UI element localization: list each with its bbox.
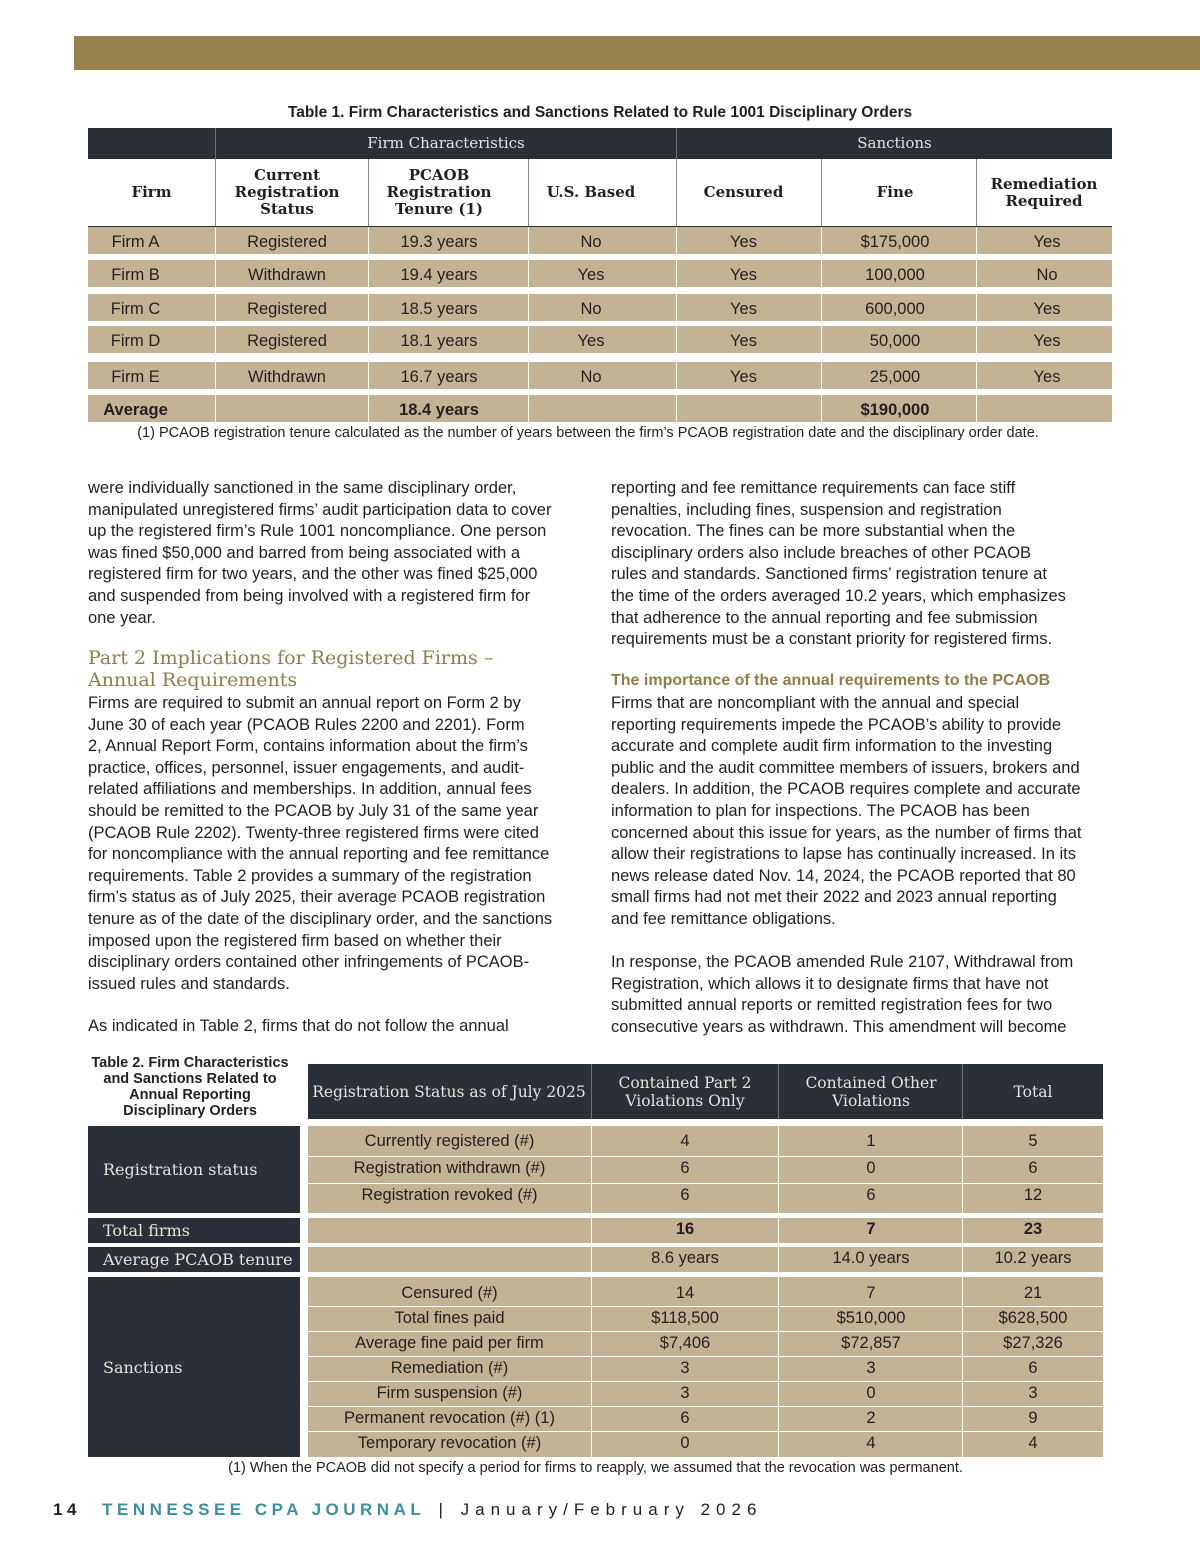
- cell: 19.4 years: [400, 266, 478, 284]
- group-sanctions: Sanctions: [857, 134, 932, 152]
- cell: 3: [680, 1384, 690, 1402]
- cell: Firm suspension (#): [376, 1384, 523, 1402]
- cell: $27,326: [1003, 1334, 1063, 1352]
- cell: Withdrawn: [248, 368, 326, 386]
- table1-row: [88, 260, 1112, 287]
- col-total: Total: [1013, 1082, 1053, 1101]
- cell: 0: [866, 1159, 876, 1177]
- cell: 4: [866, 1434, 876, 1452]
- cell: 2: [866, 1409, 876, 1427]
- cell: Yes: [730, 368, 757, 386]
- cell: Yes: [1033, 368, 1061, 386]
- journal-name: TENNESSEE CPA JOURNAL: [102, 1500, 426, 1519]
- cell: 12: [1023, 1186, 1043, 1204]
- col-us-based: U.S. Based: [546, 183, 636, 201]
- table2-column-headers: [308, 1064, 1103, 1119]
- cell: Firm E: [111, 368, 160, 386]
- cell: 21: [1023, 1284, 1043, 1302]
- right-paragraph-2: Firms that are noncompliant with the annual and special reporting requirements impede the PCAOB’s ability to provide accurate and complete audit firm information to the investing public and the audit committee members of issuers, brokers and dealers. In addition, the PCAOB requires complete and accurate information to plan for inspections. The PCAOB has been concerned about this issue for years, as the number of firms that allow their registrations to lapse has continually increased. In its news release dated Nov. 14, 2024, the PCAOB reported that 80 small firms had not met their 2022 and 2023 annual reporting and fee remittance obligations.: [611, 694, 1082, 928]
- cell: Withdrawn: [248, 266, 326, 284]
- cell: Registered: [247, 300, 327, 318]
- cell: 4: [680, 1132, 690, 1150]
- right-paragraph-1: reporting and fee remittance requirements can face stiff penalties, including fines, suspension and registration revocation. The fines can be more substantial when the disciplinary orders also include breaches of other PCAOB rules and standards. Sanctioned firms’ registration tenure at the time of the orders averaged 10.2 years, which emphasizes that adherence to the annual reporting and fee submission requirements must be a constant priority for registered firms.: [611, 479, 1066, 649]
- cell: Firm A: [111, 233, 160, 251]
- side-label-registration-status: Registration status: [88, 1126, 300, 1213]
- cell: Registration withdrawn (#): [353, 1159, 546, 1177]
- cell: No: [580, 233, 602, 251]
- average-fine: $190,000: [860, 401, 930, 419]
- cell: $510,000: [836, 1309, 906, 1327]
- cell: Remediation (#): [390, 1359, 509, 1377]
- col-firm: Firm: [131, 183, 172, 201]
- cell: Yes: [730, 300, 757, 318]
- col-registration-status-july: Registration Status as of July 2025: [312, 1082, 586, 1101]
- table2-title: Table 2. Firm Characteristics and Sanctions Related to Annual Reporting Disciplinary Orders: [91, 1055, 289, 1119]
- cell: No: [580, 368, 602, 386]
- top-band: [74, 36, 1200, 70]
- section-heading-text: Part 2 Implications for Registered Firms – Annual Requirements: [88, 647, 494, 691]
- cell: Firm B: [111, 266, 160, 284]
- cell: $628,500: [998, 1309, 1068, 1327]
- issue-date: January/February 2026: [460, 1500, 763, 1519]
- cell: 10.2 years: [994, 1249, 1072, 1267]
- average-tenure: 18.4 years: [399, 401, 479, 419]
- cell: 6: [680, 1159, 690, 1177]
- table2-sanctions-block: [308, 1277, 1103, 1457]
- table2-tenure-row: [308, 1247, 1103, 1272]
- cell: 9: [1028, 1409, 1038, 1427]
- cell: Yes: [1033, 332, 1061, 350]
- cell: Permanent revocation (#) (1): [344, 1409, 555, 1427]
- page-footer: [53, 1500, 762, 1520]
- cell: No: [580, 300, 602, 318]
- col-part2-only: Contained Part 2 Violations Only: [618, 1073, 752, 1110]
- cell: Firm D: [110, 332, 161, 350]
- cell: 3: [866, 1359, 876, 1377]
- table2-footnote: (1) When the PCAOB did not specify a period for firms to reapply, we assumed that the revocation was permanent.: [228, 1460, 963, 1476]
- footer-separator: |: [438, 1500, 448, 1519]
- cell: 0: [680, 1434, 690, 1452]
- cell: 19.3 years: [400, 233, 478, 251]
- page-number: 14: [53, 1500, 81, 1519]
- cell: 18.5 years: [400, 300, 478, 318]
- table1-footnote: (1) PCAOB registration tenure calculated as the number of years between the firm’s PCAOB registration date and the disciplinary order date.: [137, 425, 1039, 441]
- cell: 3: [680, 1359, 690, 1377]
- right-paragraph-3: In response, the PCAOB amended Rule 2107, Withdrawal from Registration, which allows it to designate firms that have not submitted annual reports or remitted registration fees for two consecutive years as withdrawn. This amendment will become: [611, 953, 1074, 1036]
- side-label-average-tenure: Average PCAOB tenure: [88, 1247, 300, 1272]
- cell: Yes: [577, 266, 605, 284]
- cell: 3: [1028, 1384, 1038, 1402]
- cell: 16.7 years: [400, 368, 478, 386]
- cell: Registered: [247, 332, 327, 350]
- cell: Currently registered (#): [364, 1132, 535, 1150]
- left-paragraph-1: were individually sanctioned in the same disciplinary order, manipulated unregistered firms’ audit participation data to cover up the registered firm’s Rule 1001 noncompliance. One person was fined $50,000 and barred from being associated with a registered firm for two years, and the other was fined $25,000 and suspended from being involved with a registered firm for one year.: [88, 479, 552, 627]
- side-label-sanctions: Sanctions: [88, 1277, 300, 1457]
- cell: 600,000: [865, 300, 925, 318]
- table2-total-row: [308, 1218, 1103, 1243]
- cell: Censured (#): [401, 1284, 498, 1302]
- cell: 0: [866, 1384, 876, 1402]
- cell: Total fines paid: [394, 1309, 505, 1327]
- cell: 5: [1028, 1132, 1038, 1150]
- cell: Yes: [1033, 300, 1061, 318]
- cell: Registered: [247, 233, 327, 251]
- table1-average-row: [88, 395, 1112, 422]
- cell: $72,857: [841, 1334, 901, 1352]
- cell: 14.0 years: [832, 1249, 910, 1267]
- cell: 1: [866, 1132, 876, 1150]
- section-heading: [88, 648, 568, 691]
- cell: No: [1036, 266, 1058, 284]
- table1-title: Table 1. Firm Characteristics and Sanctions Related to Rule 1001 Disciplinary Orders: [287, 104, 913, 121]
- cell: 6: [680, 1186, 690, 1204]
- cell: 18.1 years: [400, 332, 478, 350]
- table1-row: [88, 227, 1112, 254]
- average-label: Average: [103, 401, 168, 419]
- cell: Registration revoked (#): [361, 1186, 538, 1204]
- table1-row: [88, 294, 1112, 321]
- cell: $118,500: [651, 1309, 719, 1327]
- cell: $175,000: [860, 233, 930, 251]
- col-censured: Censured: [703, 183, 784, 201]
- cell: 4: [1028, 1434, 1038, 1452]
- cell: 23: [1023, 1220, 1043, 1238]
- col-tenure: PCAOB Registration Tenure (1): [386, 166, 492, 218]
- table1-group-header: [88, 128, 1112, 159]
- col-other-violations: Contained Other Violations: [805, 1073, 937, 1110]
- cell: 16: [675, 1220, 695, 1238]
- cell: $7,406: [659, 1334, 711, 1352]
- cell: 8.6 years: [651, 1249, 719, 1267]
- table1-row: [88, 326, 1112, 353]
- right-subheading: The importance of the annual requirements to the PCAOB: [611, 672, 1051, 689]
- group-firm-characteristics: Firm Characteristics: [367, 134, 525, 152]
- cell: 6: [1028, 1359, 1038, 1377]
- cell: 6: [680, 1409, 690, 1427]
- cell: Temporary revocation (#): [357, 1434, 542, 1452]
- cell: 7: [866, 1284, 876, 1302]
- cell: Yes: [730, 266, 757, 284]
- cell: 6: [1028, 1159, 1038, 1177]
- cell: Yes: [577, 332, 605, 350]
- cell: 14: [675, 1284, 695, 1302]
- table1-column-headers: [88, 159, 1112, 229]
- col-fine: Fine: [876, 183, 914, 201]
- table2-registration-block: [308, 1126, 1103, 1213]
- col-registration-status: Current Registration Status: [234, 166, 340, 218]
- cell: Firm C: [110, 300, 161, 318]
- left-paragraph-3: As indicated in Table 2, firms that do not follow the annual: [88, 1017, 509, 1035]
- col-remediation: Remediation Required: [990, 174, 1098, 210]
- left-paragraph-2: Firms are required to submit an annual report on Form 2 by June 30 of each year (PCAOB Rules 2200 and 2201). Form 2, Annual Report Form, contains information about the firm’s practice, offices, personnel, issuer engagements, and audit- related affiliations and memberships. In addition, annual fees should be remitted to the PCAOB by July 31 of the same year (PCAOB Rule 2202). Twenty-three registered firms were cited for noncompliance with the annual reporting and fee remittance requirements. Table 2 provides a summary of the registration firm’s status as of July 2025, their average PCAOB registration tenure as of the date of the disciplinary order, and the sanctions imposed upon the registered firm based on whether their disciplinary orders contained other infringements of PCAOB- issued rules and standards.: [88, 694, 553, 993]
- cell: 25,000: [869, 368, 921, 386]
- side-label-total-firms: Total firms: [88, 1218, 300, 1243]
- cell: Yes: [730, 233, 757, 251]
- cell: 100,000: [865, 266, 925, 284]
- cell: Yes: [730, 332, 757, 350]
- cell: Average fine paid per firm: [355, 1334, 544, 1352]
- cell: 6: [866, 1186, 876, 1204]
- table1-row: [88, 362, 1112, 389]
- cell: 7: [866, 1220, 876, 1238]
- cell: Yes: [1033, 233, 1061, 251]
- cell: 50,000: [869, 332, 921, 350]
